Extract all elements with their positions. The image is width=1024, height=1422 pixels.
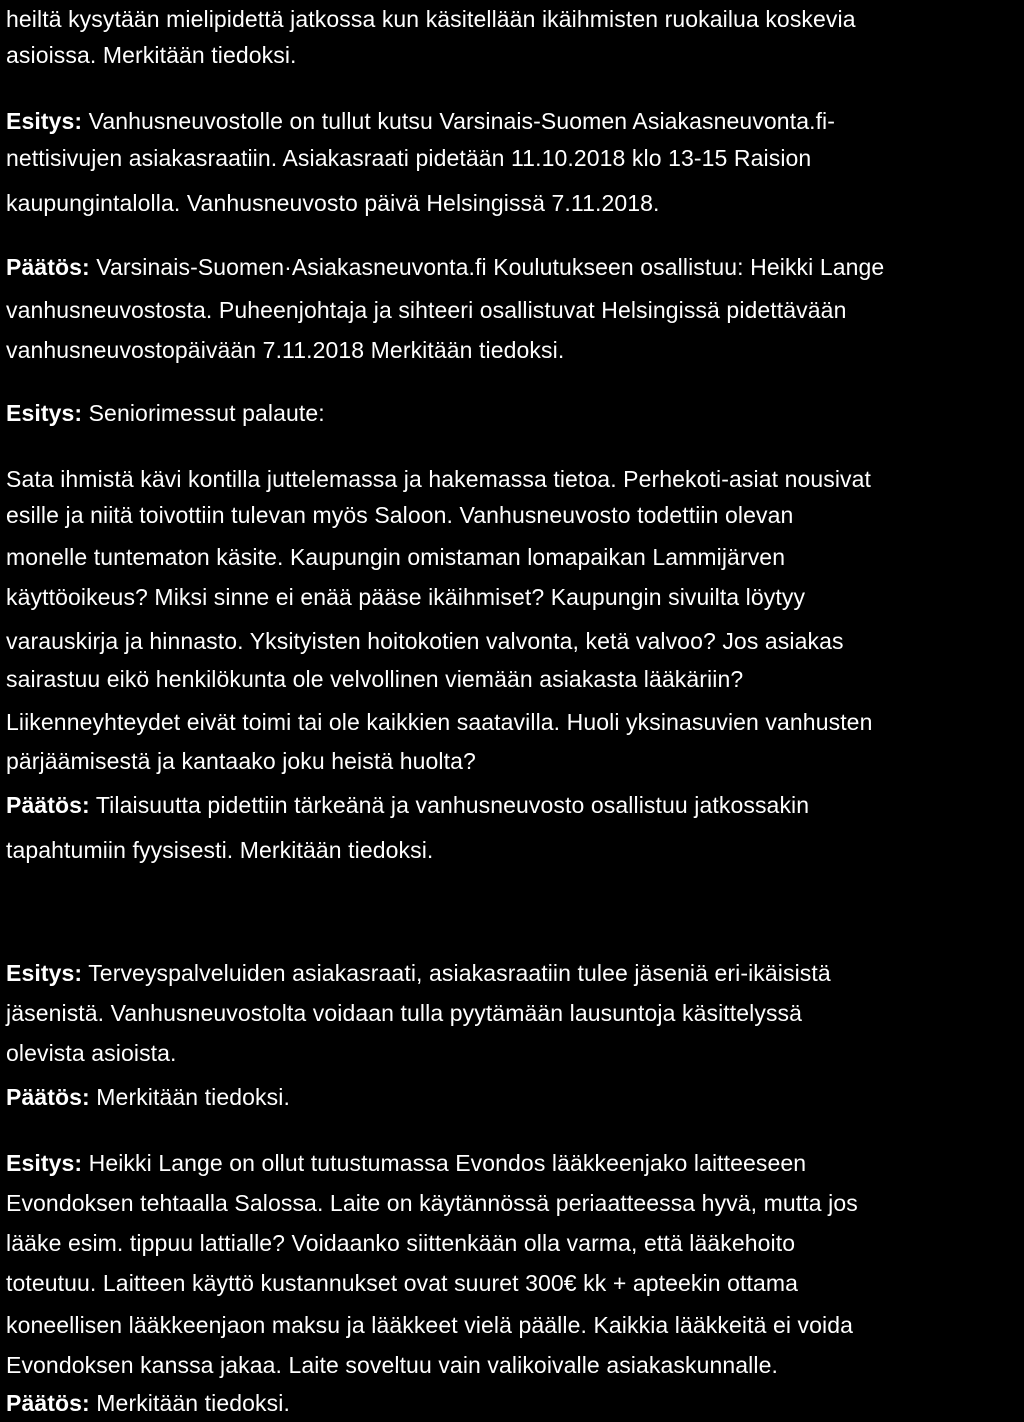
paatos-label: Päätös:	[6, 1084, 90, 1110]
text-line: vanhusneuvostopäivään 7.11.2018 Merkitään tiedoksi.	[6, 337, 565, 363]
text-line: olevista asioista.	[6, 1040, 177, 1066]
text-line: tapahtumiin fyysisesti. Merkitään tiedoksi.	[6, 837, 434, 863]
text-line: jäsenistä. Vanhusneuvostolta voidaan tulla pyytämään lausuntoja käsittelyssä	[6, 1000, 803, 1026]
esitys-paragraph-1: Esitys: Vanhusneuvostolle on tullut kutsu Varsinais-Suomen Asiakasneuvonta.fi-	[6, 108, 836, 134]
text-line: sairastuu eikö henkilökunta ole velvollinen viemään asiakasta lääkäriin?	[6, 666, 744, 692]
esitys-label: Esitys:	[6, 960, 83, 986]
text-line: esille ja niitä toivottiin tulevan myös Saloon. Vanhusneuvosto todettiin olevan	[6, 502, 794, 528]
text-line: koneellisen lääkkeenjaon maksu ja lääkkeet vielä päälle. Kaikkia lääkkeitä ei voida	[6, 1312, 854, 1338]
esitys-label: Esitys:	[6, 1150, 83, 1176]
text-line: monelle tuntematon käsite. Kaupungin omistaman lomapaikan Lammijärven	[6, 544, 786, 570]
text-line: varauskirja ja hinnasto. Yksityisten hoitokotien valvonta, ketä valvoo? Jos asiakas	[6, 628, 844, 654]
esitys-paragraph-3: Esitys: Terveyspalveluiden asiakasraati, asiakasraatiin tulee jäseniä eri-ikäisistä	[6, 960, 831, 986]
esitys-label: Esitys:	[6, 108, 83, 134]
esitys-paragraph-4: Esitys: Heikki Lange on ollut tutustumassa Evondos lääkkeenjako laitteeseen	[6, 1150, 807, 1176]
text-line: nettisivujen asiakasraatiin. Asiakasraati pidetään 11.10.2018 klo 13-15 Raision	[6, 145, 812, 171]
text-line: Sata ihmistä kävi kontilla juttelemassa ja hakemassa tietoa. Perhekoti-asiat nousivat	[6, 466, 872, 492]
text-line: toteutuu. Laitteen käyttö kustannukset ovat suuret 300€ kk + apteekin ottama	[6, 1270, 799, 1296]
paatos-paragraph-1: Päätös: Varsinais-Suomen·Asiakasneuvonta.fi Koulutukseen osallistuu: Heikki Lange	[6, 254, 885, 280]
esitys-label: Esitys:	[6, 400, 83, 426]
text-line: pärjäämisestä ja kantaako joku heistä huolta?	[6, 748, 476, 774]
text-line: Evondoksen kanssa jakaa. Laite soveltuu vain valikoivalle asiakaskunnalle.	[6, 1352, 778, 1378]
text-line: heiltä kysytään mielipidettä jatkossa kun käsitellään ikäihmisten ruokailua koskevia	[6, 6, 856, 32]
text-line: kaupungintalolla. Vanhusneuvosto päivä Helsingissä 7.11.2018.	[6, 190, 660, 216]
paatos-label: Päätös:	[6, 254, 90, 280]
paatos-label: Päätös:	[6, 1390, 90, 1416]
text-line: asioissa. Merkitään tiedoksi.	[6, 42, 297, 68]
paatos-label: Päätös:	[6, 792, 90, 818]
paatos-paragraph-3: Päätös: Merkitään tiedoksi.	[6, 1084, 290, 1110]
text-line: lääke esim. tippuu lattialle? Voidaanko siittenkään olla varma, että lääkehoito	[6, 1230, 796, 1256]
esitys-paragraph-2: Esitys: Seniorimessut palaute:	[6, 400, 325, 426]
text-line: Evondoksen tehtaalla Salossa. Laite on käytännössä periaatteessa hyvä, mutta jos	[6, 1190, 858, 1216]
text-line: käyttöoikeus? Miksi sinne ei enää pääse ikäihmiset? Kaupungin sivuilta löytyy	[6, 584, 806, 610]
paatos-paragraph-2: Päätös: Tilaisuutta pidettiin tärkeänä ja vanhusneuvosto osallistuu jatkossakin	[6, 792, 810, 818]
text-line: Liikenneyhteydet eivät toimi tai ole kaikkien saatavilla. Huoli yksinasuvien vanhusten	[6, 709, 873, 735]
text-line: vanhusneuvostosta. Puheenjohtaja ja sihteeri osallistuvat Helsingissä pidettävään	[6, 297, 847, 323]
paatos-paragraph-4: Päätös: Merkitään tiedoksi.	[6, 1390, 290, 1416]
